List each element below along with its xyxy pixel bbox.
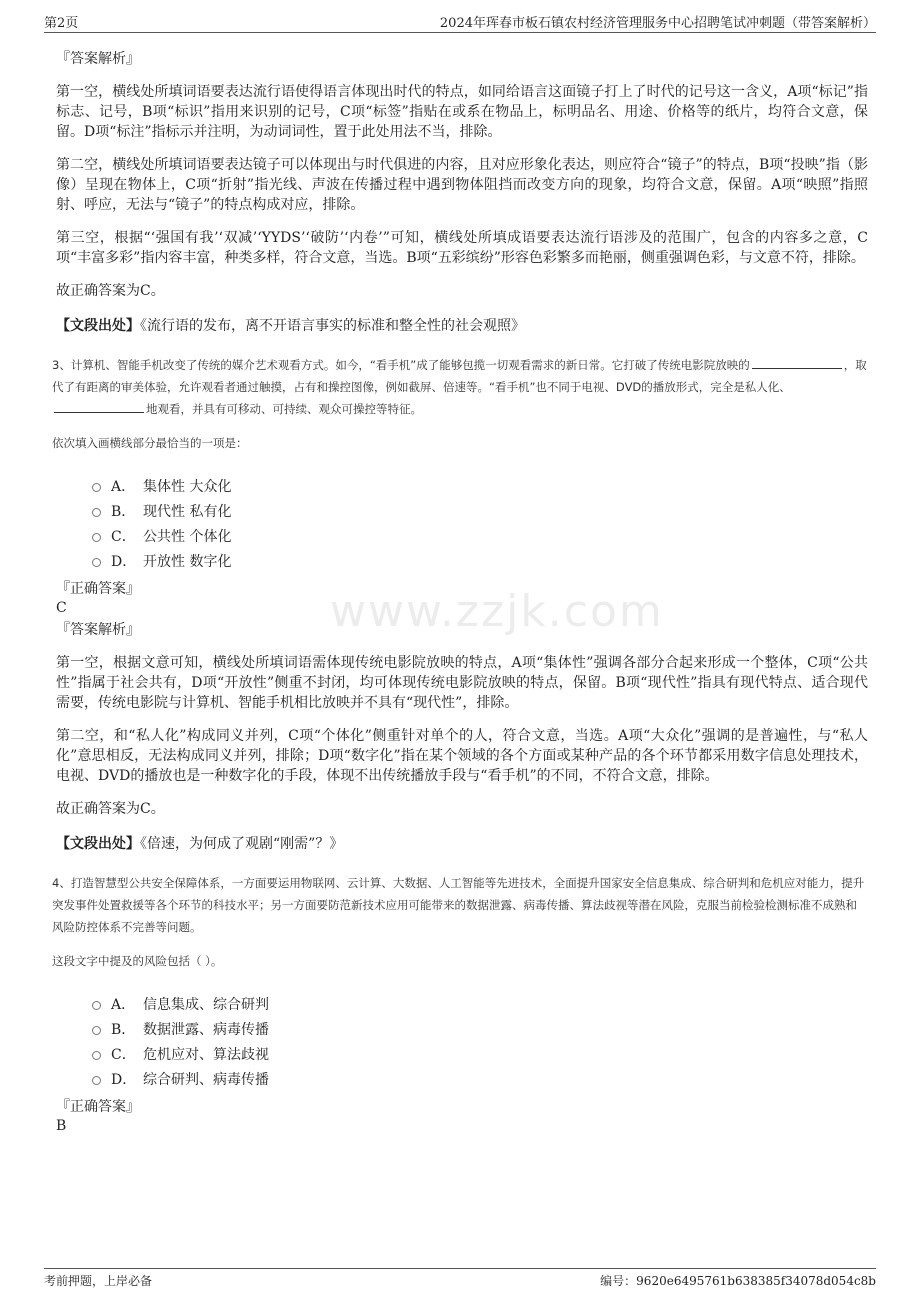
analysis-tag: 『答案解析』 — [56, 51, 140, 67]
option-list — [92, 473, 868, 573]
option-c[interactable]: C． 公共性 个体化 — [92, 523, 868, 548]
radio-icon[interactable] — [92, 1051, 101, 1060]
source-label: 【文段出处】 — [56, 318, 140, 334]
option-d[interactable]: D． 综合研判、病毒传播 — [92, 1066, 868, 1091]
document-title: 2024年珲春市板石镇农村经济管理服务中心招聘笔试冲刺题（带答案解析） — [439, 16, 876, 31]
radio-icon[interactable] — [92, 1076, 101, 1085]
option-b[interactable]: B． 现代性 私有化 — [92, 498, 868, 523]
source-citation — [56, 316, 868, 336]
analysis-paragraph: 第二空，和“私人化”构成同义并列，C项“个体化”侧重针对单个的人，符合文意，当选。A项“大众化”强调的是普遍性，与“私人化”意思相反，无法构成同义并列，排除；D项“数字化”指在某个领域的各个方面或某种产品的各个环节都采用数字信息处理技术，电视、DVD的播放也是一种数字化的手段，体现不出传统播放手段与“看手机”的不同，不符合文意，排除。 — [56, 728, 868, 784]
option-b[interactable]: B． 数据泄露、病毒传播 — [92, 1016, 868, 1041]
analysis-paragraph: 第一空，横线处所填词语要表达流行语使得语言体现出时代的特点，如同给语言这面镜子打上了时代的记号这一含义，A项“标记”指标志、记号，B项“标识”指用来识别的记号，C项“标签”指贴在或系在物品上，标明品名、用途、价格等的纸片，均符合文意，保留。D项“标注”指标示并注明，为动词词性，置于此处用法不当，排除。 — [56, 84, 868, 140]
answer-conclusion: 故正确答案为C。 — [56, 283, 165, 299]
analysis-paragraph: 第一空，根据文意可知，横线处所填词语需体现传统电影院放映的特点，A项“集体性”强调各部分合起来形成一个整体，C项“公共性”指属于社会共有，D项“开放性”侧重不封闭，均可体现传统电影院放映的特点，保留。B项“现代性”指具有现代特点、适合现代需要，传统电影院与计算机、智能手机相比放映并不具有“现代性”，排除。 — [56, 655, 868, 711]
source-title: 《流行语的发布，离不开语言事实的标准和整全性的社会观照》 — [140, 318, 525, 334]
source-title: 《倍速，为何成了观剧“刚需”？》 — [140, 836, 344, 852]
question-text: ，取代了有距离的审美体验，允许观看者通过触摸，占有和操控图像，例如截屏、倍速等。“看手机”也不同于电视、DVD的播放形式，完全是私人化、 — [52, 358, 867, 394]
document-id: 编号：9620e6495761b638385f34078d054c8b — [600, 1274, 876, 1288]
question-prompt: 依次填入画横线部分最恰当的一项是： — [52, 436, 248, 450]
question-text: 地观看，并具有可移动、可持续、观众可操控等特征。 — [146, 402, 422, 416]
analysis-tag: 『答案解析』 — [56, 622, 140, 638]
analysis-paragraph: 第三空，根据“‘强国有我’‘双减’‘YYDS’‘破防’‘内卷’”可知，横线处所填成语要表达流行语涉及的范围广，包含的内容多之意，C项“丰富多彩”指内容丰富，种类多样，符合文意，当选。B项“五彩缤纷”形容色彩繁多而艳丽，侧重强调色彩，与文意不符，排除。 — [56, 230, 868, 266]
source-label: 【文段出处】 — [56, 836, 140, 852]
footer-slogan: 考前押题，上岸必备 — [44, 1274, 153, 1288]
correct-answer: B — [56, 1118, 67, 1134]
question-prompt: 这段文字中提及的风险包括（ ）。 — [52, 954, 223, 968]
page-number: 第2页 — [44, 16, 79, 31]
question-text: 3、计算机、智能手机改变了传统的媒介艺术观看方式。如今，“看手机”成了能够包揽一切观看需求的新日常。它打破了传统电影院放映的 — [52, 358, 750, 372]
correct-answer-tag: 『正确答案』 — [56, 1099, 140, 1115]
page-header — [44, 12, 876, 33]
option-a[interactable]: A． 信息集成、综合研判 — [92, 991, 868, 1016]
question-stem: 4、打造智慧型公共安全保障体系，一方面要运用物联网、云计算、大数据、人工智能等先进技术，全面提升国家安全信息集成、综合研判和危机应对能力，提升突发事件处置救援等各个环节的科技水平；另一方面要防范新技术应用可能带来的数据泄露、病毒传播、算法歧视等潜在风险，克服当前检验检测标准不成熟和风险防控体系不完善等问题。 — [52, 876, 865, 934]
option-d[interactable]: D． 开放性 数字化 — [92, 548, 868, 573]
option-a[interactable]: A． 集体性 大众化 — [92, 473, 868, 498]
correct-answer: C — [56, 600, 67, 616]
source-citation — [56, 834, 868, 854]
option-c[interactable]: C． 危机应对、算法歧视 — [92, 1041, 868, 1066]
radio-icon[interactable] — [92, 1001, 101, 1010]
main-content — [52, 40, 868, 1135]
radio-icon[interactable] — [92, 558, 101, 567]
fill-blank — [54, 400, 144, 413]
radio-icon[interactable] — [92, 508, 101, 517]
analysis-paragraph: 第二空，横线处所填词语要表达镜子可以体现出与时代俱进的内容，且对应形象化表达，则应符合“镜子”的特点，B项“投映”指（影像）呈现在物体上，C项“折射”指光线、声波在传播过程中遇到物体阻挡而改变方向的现象，均符合文意，保留。A项“映照”指照射、呼应，无法与“镜子”的特点构成对应，排除。 — [56, 157, 868, 213]
correct-answer-tag: 『正确答案』 — [56, 581, 140, 597]
radio-icon[interactable] — [92, 533, 101, 542]
answer-conclusion: 故正确答案为C。 — [56, 801, 165, 817]
page-footer — [44, 1268, 876, 1289]
radio-icon[interactable] — [92, 1026, 101, 1035]
question-stem — [52, 354, 868, 420]
fill-blank — [752, 356, 842, 369]
radio-icon[interactable] — [92, 483, 101, 492]
watermark: www.zzjk.com — [330, 586, 664, 637]
option-list — [92, 991, 868, 1091]
